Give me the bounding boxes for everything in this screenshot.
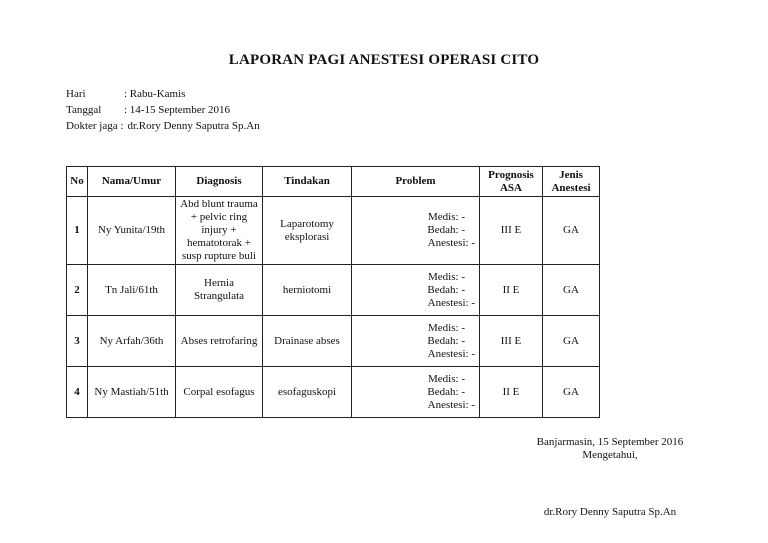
cell-tindakan [263, 316, 352, 367]
diagnosis-line: + pelvic ring [190, 211, 248, 223]
tindakan-line: eksplorasi [284, 230, 330, 243]
cell-asa: II E [480, 265, 543, 316]
surgery-report-table [66, 166, 600, 418]
info-tanggal [66, 102, 260, 118]
cell-tindakan [263, 367, 352, 418]
cell-diagnosis [176, 316, 263, 367]
cell-diagnosis [176, 197, 263, 265]
tindakan-line: Drainase abses [274, 334, 340, 347]
tanggal-label: Tanggal [66, 104, 102, 116]
problem-medis: Medis: - [428, 372, 465, 385]
diagnosis-line: Hernia [204, 277, 234, 289]
cell-asa: III E [480, 197, 543, 265]
problem-medis: Medis: - [428, 211, 465, 223]
problem-medis: Medis: - [428, 270, 465, 283]
diagnosis-line: Corpal esofagus [183, 385, 255, 398]
cell-asa: III E [480, 316, 543, 367]
info-dokter [66, 118, 260, 134]
cell-tindakan [263, 197, 352, 265]
header-diagnosis: Diagnosis [176, 167, 263, 197]
problem-bedah: Bedah: - [427, 283, 465, 296]
header-nama-umur: Nama/Umur [88, 167, 176, 197]
cell-nama: Ny Arfah/36th [88, 316, 176, 367]
info-hari [66, 86, 260, 102]
problem-bedah: Bedah: - [427, 224, 465, 236]
cell-no: 1 [67, 197, 88, 265]
cell-problem [352, 197, 480, 265]
cell-problem [352, 316, 480, 367]
header-problem: Problem [352, 167, 480, 197]
signature-mengetahui: Mengetahui, [582, 449, 638, 461]
header-prognosis-asa: Prognosis ASA [480, 167, 543, 197]
cell-diagnosis [176, 265, 263, 316]
cell-jenis: GA [543, 265, 600, 316]
dokter-label: Dokter jaga : [66, 120, 124, 132]
problem-anestesi: Anestesi: - [427, 398, 475, 411]
header-tindakan: Tindakan [263, 167, 352, 197]
signature-block [530, 436, 690, 462]
dokter-value: dr.Rory Denny Saputra Sp.An [127, 120, 260, 132]
problem-anestesi: Anestesi: - [427, 347, 475, 360]
cell-nama: Ny Mastiah/51th [88, 367, 176, 418]
header-no: No [67, 167, 88, 197]
problem-anestesi: Anestesi: - [427, 296, 475, 309]
cell-no: 4 [67, 367, 88, 418]
problem-bedah: Bedah: - [427, 385, 465, 398]
tindakan-line: esofaguskopi [277, 385, 337, 398]
diagnosis-line: injury + [201, 224, 237, 236]
problem-medis: Medis: - [428, 321, 465, 334]
diagnosis-line: hematotorak + [187, 237, 251, 249]
diagnosis-line: Abd blunt trauma [180, 198, 258, 210]
header-jenis-anestesi: Jenis Anestesi [543, 167, 600, 197]
tindakan-line: herniotomi [282, 283, 332, 296]
cell-nama: Tn Jali/61th [88, 265, 176, 316]
document-title: LAPORAN PAGI ANESTESI OPERASI CITO [228, 52, 540, 68]
cell-problem [352, 367, 480, 418]
table-row [67, 197, 600, 265]
diagnosis-line: Strangulata [193, 290, 245, 302]
tanggal-value: : 14-15 September 2016 [124, 104, 231, 116]
cell-problem [352, 265, 480, 316]
report-info [66, 86, 260, 134]
cell-no: 2 [67, 265, 88, 316]
tindakan-line: Laparotomy [280, 217, 334, 230]
problem-anestesi: Anestesi: - [427, 237, 475, 249]
signature-name: dr.Rory Denny Saputra Sp.An [543, 506, 677, 518]
table-header-row [67, 167, 600, 197]
signature-place-date: Banjarmasin, 15 September 2016 [536, 436, 684, 448]
cell-asa: II E [480, 367, 543, 418]
hari-label: Hari [66, 88, 86, 100]
hari-value: : Rabu-Kamis [124, 88, 186, 100]
cell-no: 3 [67, 316, 88, 367]
cell-nama: Ny Yunita/19th [88, 197, 176, 265]
cell-jenis: GA [543, 316, 600, 367]
cell-jenis: GA [543, 197, 600, 265]
diagnosis-line: Abses retrofaring [180, 334, 258, 347]
diagnosis-line: susp rupture buli [182, 250, 256, 262]
table-row [67, 265, 600, 316]
cell-jenis: GA [543, 367, 600, 418]
cell-tindakan [263, 265, 352, 316]
table-row [67, 367, 600, 418]
table-row [67, 316, 600, 367]
problem-bedah: Bedah: - [427, 334, 465, 347]
cell-diagnosis [176, 367, 263, 418]
